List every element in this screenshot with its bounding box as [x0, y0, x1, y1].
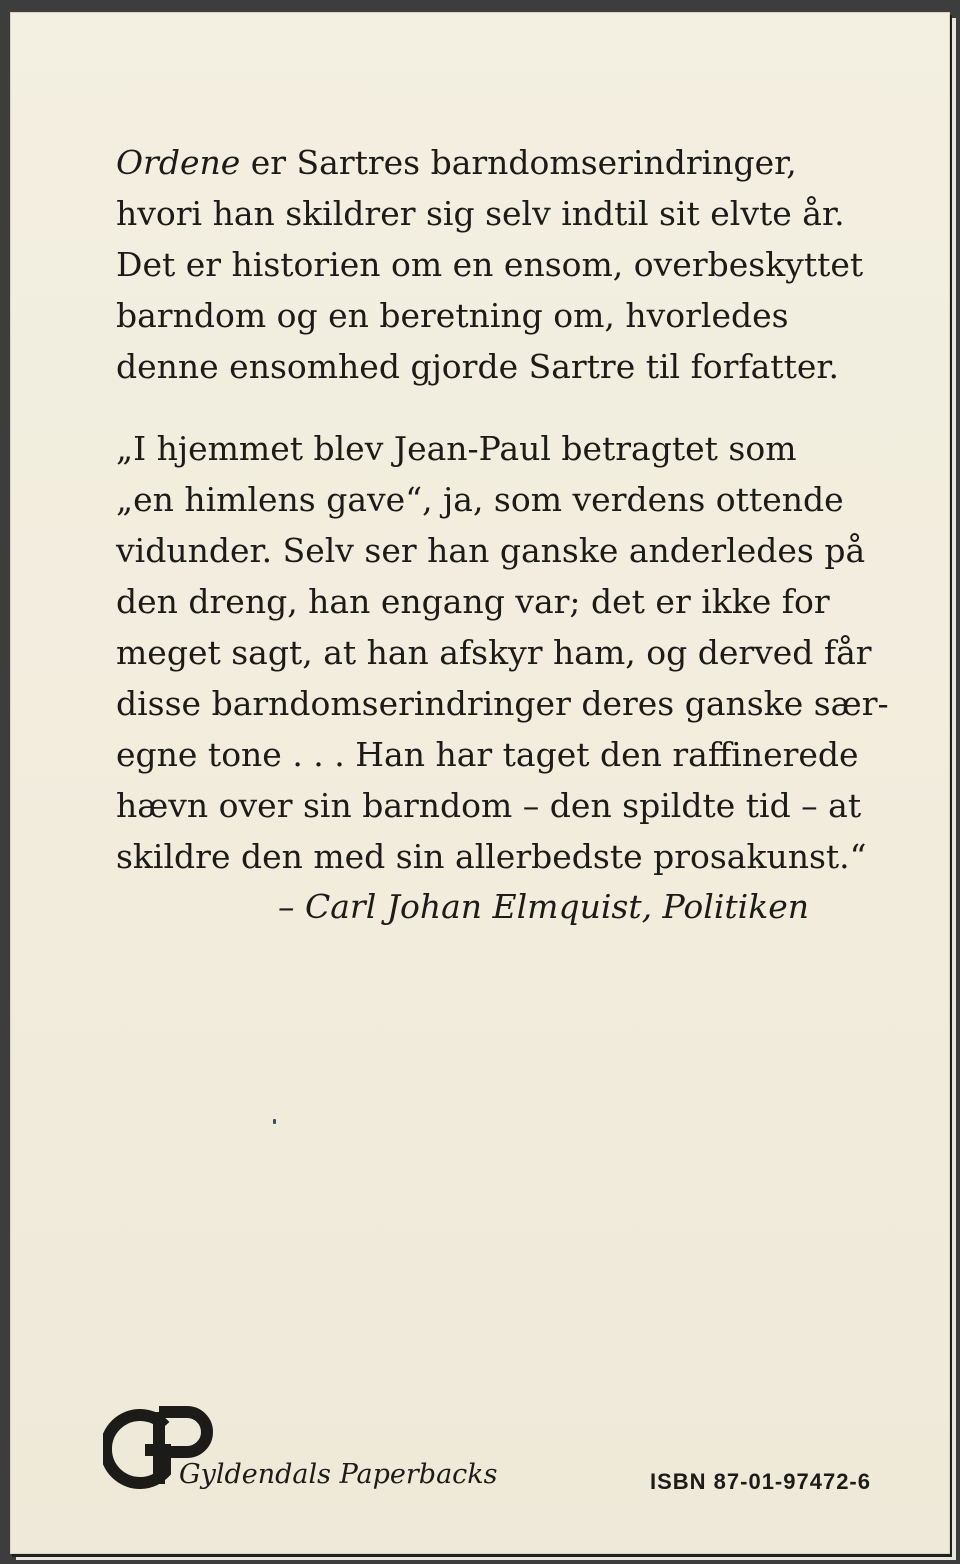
book-title-word: Ordene — [116, 143, 241, 182]
quote-line: skildre den med sin allerbedste prosakunst.“ — [116, 837, 867, 876]
blurb-line-1-rest: er Sartres barndomserindringer, — [240, 143, 797, 182]
review-quote — [116, 423, 889, 882]
blurb-line-1 — [116, 137, 876, 188]
quote-line: meget sagt, at han afskyr ham, og derved får — [116, 633, 872, 672]
publisher-name: Gyldendals Paperbacks — [179, 1459, 498, 1490]
quote-line: disse barndomserindringer deres ganske sær- — [116, 684, 889, 723]
quote-line: „en himlens gave“, ja, som verdens ottende — [116, 480, 844, 519]
blurb-line: hvori han skildrer sig selv indtil sit elvte år. — [116, 194, 845, 233]
quote-line: egne tone . . . Han har taget den raffinerede — [116, 735, 859, 774]
quote-line: „I hjemmet blev Jean-Paul betragtet som — [116, 429, 797, 468]
quote-line: den dreng, han engang var; det er ikke for — [116, 582, 830, 621]
isbn: ISBN 87-01-97472-6 — [649, 1469, 871, 1494]
blurb-line: barndom og en beretning om, hvorledes — [116, 296, 789, 335]
blurb-paragraph — [116, 137, 876, 392]
print-speck — [273, 1119, 276, 1124]
quote-line: hævn over sin barndom – den spildte tid – at — [116, 786, 862, 825]
blurb-line: Det er historien om en ensom, overbeskyttet — [116, 245, 864, 284]
quote-line: vidunder. Selv ser han ganske anderledes på — [116, 531, 866, 570]
blurb-line: denne ensomhed gjorde Sartre til forfatter. — [116, 347, 840, 386]
book-back-cover — [10, 12, 950, 1554]
quote-attribution: – Carl Johan Elmquist, Politiken — [278, 887, 809, 926]
